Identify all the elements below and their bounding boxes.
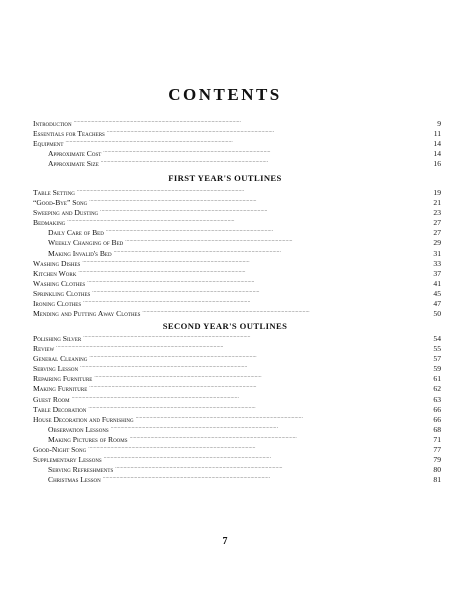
page-number: 7 [222, 536, 228, 547]
toc-entry-label: Kitchen Work [33, 268, 77, 278]
toc-entry-label: Weekly Changing of Bed [48, 238, 124, 248]
toc-entry-page: 19 [433, 188, 441, 197]
toc-entry [33, 452, 441, 465]
toc-entry-label: Observation Lessons [48, 424, 109, 434]
toc-entry-label: Washing Clothes [33, 278, 86, 288]
toc-entry-page: 14 [433, 139, 441, 149]
toc-entry-label: Bedmaking [33, 218, 66, 228]
dot-leader [92, 286, 427, 296]
toc-entry-label: “Good-Bye” Song [33, 198, 88, 208]
dot-leader [115, 462, 427, 472]
toc-entry-label: Sweeping and Dusting [33, 208, 99, 218]
page-title: CONTENTS [168, 85, 282, 104]
toc-entry-page: 66 [433, 414, 441, 424]
toc-entry-page: 31 [433, 248, 441, 258]
toc-entry [33, 351, 441, 364]
dot-leader [82, 256, 427, 266]
toc-entry [33, 116, 441, 126]
toc-entry [33, 266, 441, 276]
dot-leader [56, 341, 427, 351]
toc-entry-label: Guest Room [33, 394, 70, 404]
toc-entry-page: 23 [433, 208, 441, 218]
toc-entry [33, 126, 441, 139]
toc-entry-label: Christmas Lesson [48, 475, 101, 485]
dot-leader [67, 215, 427, 225]
toc-entry-page: 47 [433, 299, 441, 309]
toc-entry-page: 29 [433, 238, 441, 248]
toc-entry-page: 16 [433, 159, 441, 169]
toc-entry-page: 81 [433, 475, 441, 485]
toc-entry-page: 9 [437, 119, 441, 128]
toc-entry [33, 381, 441, 394]
dot-leader [104, 452, 427, 462]
toc-entry-page: 55 [433, 344, 441, 354]
toc-entry [33, 371, 441, 384]
dot-leader [106, 225, 427, 235]
dot-leader [100, 205, 427, 215]
toc-entry-label: Good-Night Song [33, 445, 87, 455]
dot-leader [72, 392, 427, 402]
dot-leader [103, 472, 427, 482]
toc-entry-page: 63 [433, 394, 441, 404]
toc-entry-page: 80 [433, 465, 441, 475]
dot-leader [83, 331, 427, 341]
toc-entry-label: Introduction [33, 119, 72, 128]
toc-entry [33, 256, 441, 266]
toc-entry [33, 286, 441, 296]
dot-leader [89, 351, 427, 361]
dot-leader [80, 361, 427, 371]
dot-leader [125, 235, 427, 245]
dot-leader [89, 381, 427, 391]
toc-entry [33, 225, 441, 238]
dot-leader [77, 185, 427, 195]
dot-leader [88, 442, 427, 452]
toc-entry-page: 11 [433, 129, 441, 139]
toc-entry-page: 54 [433, 334, 441, 343]
dot-leader [136, 412, 427, 422]
toc-entry-page: 41 [433, 278, 441, 288]
toc-entry-label: Supplementary Lessons [33, 455, 102, 465]
toc-intro-list [33, 116, 441, 169]
toc-entry-label: Polishing Silver [33, 334, 82, 343]
dot-leader [114, 246, 427, 256]
first-year-heading: FIRST YEAR'S OUTLINES [168, 173, 282, 183]
toc-entry-page: 59 [433, 364, 441, 374]
toc-entry-label: Mending and Putting Away Clothes [33, 309, 141, 319]
toc-entry-label: Approximate Cost [48, 149, 102, 159]
toc-entry [33, 136, 441, 149]
dot-leader [78, 266, 427, 276]
dot-leader [142, 306, 427, 316]
toc-entry-page: 14 [433, 149, 441, 159]
toc-entry-page: 62 [433, 384, 441, 394]
toc-entry [33, 276, 441, 286]
dot-leader [101, 156, 427, 166]
toc-entry-page: 37 [433, 268, 441, 278]
toc-entry-label: Ironing Clothes [33, 299, 82, 309]
toc-entry-label: House Decoration and Furnishing [33, 414, 134, 424]
toc-entry-page: 66 [433, 404, 441, 414]
dot-leader [94, 371, 427, 381]
toc-entry-page: 71 [433, 434, 441, 444]
dot-leader [130, 432, 427, 442]
toc-entry-page: 61 [433, 374, 441, 384]
toc-entry-label: Making Invalid's Bed [48, 248, 112, 258]
toc-entry-label: Table Setting [33, 188, 75, 197]
toc-entry-page: 57 [433, 354, 441, 364]
toc-second-year-list [33, 331, 441, 485]
toc-entry-page: 68 [433, 424, 441, 434]
toc-entry-label: Repairing Furniture [33, 374, 93, 384]
dot-leader [74, 116, 427, 126]
dot-leader [103, 146, 427, 156]
toc-entry-label: Equipment [33, 139, 64, 149]
dot-leader [107, 126, 427, 136]
toc-entry [33, 205, 441, 218]
toc-entry [33, 215, 441, 228]
toc-entry-label: Approximate Size [48, 159, 99, 169]
toc-entry-label: Making Furniture [33, 384, 88, 394]
dot-leader [88, 402, 427, 412]
toc-entry-page: 33 [433, 258, 441, 268]
toc-entry [33, 185, 441, 195]
toc-entry-page: 21 [433, 198, 441, 208]
toc-entry-label: Daily Care of Bed [48, 228, 104, 238]
toc-entry-label: Sprinkling Clothes [33, 288, 91, 298]
toc-entry [33, 296, 441, 309]
toc-entry-page: 45 [433, 288, 441, 298]
toc-entry-page: 79 [433, 455, 441, 465]
toc-entry [33, 392, 441, 402]
toc-entry-label: Serving Lesson [33, 364, 79, 374]
second-year-heading: SECOND YEAR'S OUTLINES [162, 321, 288, 331]
toc-entry-label: Review [33, 344, 55, 354]
toc-entry-page: 27 [433, 228, 441, 238]
toc-entry-label: Making Pictures of Rooms [48, 434, 128, 444]
toc-entry-label: Washing Dishes [33, 258, 81, 268]
toc-entry [33, 412, 441, 422]
toc-entry-page: 50 [433, 309, 441, 319]
toc-entry-label: Table Decoration [33, 404, 87, 414]
dot-leader [87, 276, 427, 286]
dot-leader [83, 296, 427, 306]
toc-entry-label: General Cleaning [33, 354, 88, 364]
toc-entry [33, 146, 441, 159]
toc-entry [33, 306, 441, 319]
dot-leader [89, 195, 427, 205]
toc-entry [33, 442, 441, 455]
toc-entry-page: 27 [433, 218, 441, 228]
toc-entry-page: 77 [433, 445, 441, 455]
toc-first-year-list [33, 185, 441, 319]
toc-entry [33, 195, 441, 208]
toc-entry [33, 331, 441, 341]
dot-leader [111, 422, 427, 432]
dot-leader [65, 136, 427, 146]
toc-entry [33, 361, 441, 374]
toc-entry-label: Serving Refreshments [48, 465, 114, 475]
toc-entry [33, 341, 441, 354]
toc-entry [33, 402, 441, 412]
toc-entry-label: Essentials for Teachers [33, 129, 105, 139]
